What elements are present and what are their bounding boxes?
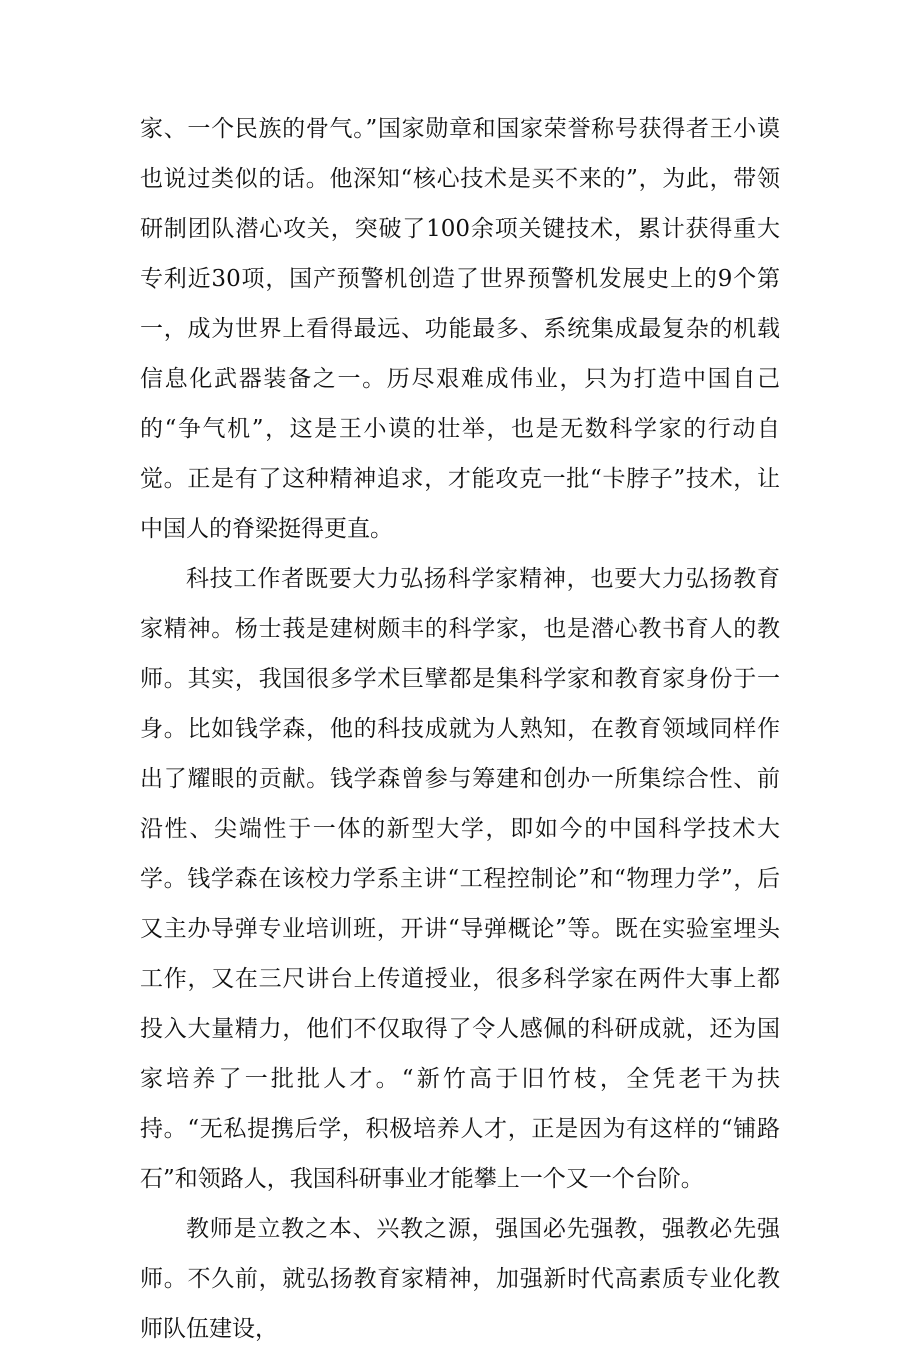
- document-body: [140, 104, 780, 1354]
- paragraph-continuation: 家、一个民族的骨气。”国家勋章和国家荣誉称号获得者王小谟也说过类似的话。他深知“核心技术是买不来的”，为此，带领研制团队潜心攻关，突破了100余项关键技术，累计获得重大专利近30项，国产预警机创造了世界预警机发展史上的9个第一，成为世界上看得最远、功能最多、系统集成最复杂的机载信息化武器装备之一。历尽艰难成伟业，只为打造中国自己的“争气机”，这是王小谟的壮举，也是无数科学家的行动自觉。正是有了这种精神追求，才能攻克一批“卡脖子”技术，让中国人的脊梁挺得更直。: [140, 116, 780, 542]
- paragraph-teachers: 教师是立教之本、兴教之源，强国必先强教，强教必先强师。不久前，就弘扬教育家精神，加强新时代高素质专业化教师队伍建设，: [140, 1216, 780, 1342]
- paragraph-scientist-educator: 科技工作者既要大力弘扬科学家精神，也要大力弘扬教育家精神。杨士莪是建树颇丰的科学家，也是潜心教书育人的教师。其实，我国很多学术巨擘都是集科学家和教育家身份于一身。比如钱学森，他的科技成就为人熟知，在教育领域同样作出了耀眼的贡献。钱学森曾参与筹建和创办一所集综合性、前沿性、尖端性于一体的新型大学，即如今的中国科学技术大学。钱学森在该校力学系主讲“工程控制论”和“物理力学”，后又主办导弹专业培训班，开讲“导弹概论”等。既在实验室埋头工作，又在三尺讲台上传道授业，很多科学家在两件大事上都投入大量精力，他们不仅取得了令人感佩的科研成就，还为国家培养了一批批人才。“新竹高于旧竹枝，全凭老干为扶持。“无私提携后学，积极培养人才，正是因为有这样的“铺路石”和领路人，我国科研事业才能攀上一个又一个台阶。: [140, 566, 780, 1192]
